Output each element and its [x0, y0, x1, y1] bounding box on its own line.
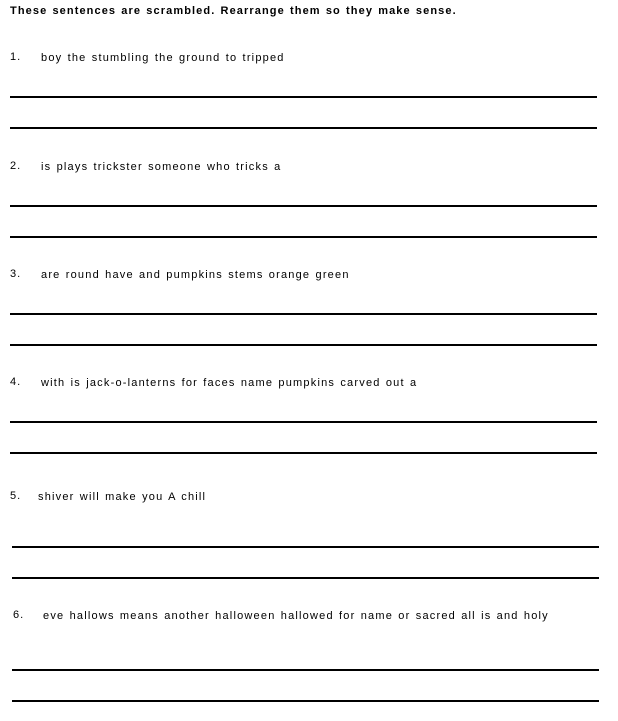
answer-line[interactable]	[10, 96, 597, 98]
scrambled-sentence: are round have and pumpkins stems orange green	[41, 269, 350, 281]
item-number: 6.	[13, 609, 25, 621]
answer-line[interactable]	[12, 700, 599, 702]
scrambled-sentence: boy the stumbling the ground to tripped	[41, 52, 285, 64]
answer-line[interactable]	[10, 452, 597, 454]
scrambled-sentence: shiver will make you A chill	[38, 491, 207, 503]
answer-line[interactable]	[10, 313, 597, 315]
answer-line[interactable]	[12, 577, 599, 579]
item-number: 3.	[10, 268, 22, 280]
item-number: 2.	[10, 160, 22, 172]
scrambled-sentence: eve hallows means another halloween hallowed for name or sacred all is and holy	[43, 610, 549, 622]
item-number: 5.	[10, 490, 22, 502]
answer-line[interactable]	[10, 421, 597, 423]
instructions-heading: These sentences are scrambled. Rearrange them so they make sense.	[10, 5, 457, 17]
scrambled-sentence: is plays trickster someone who tricks a	[41, 161, 282, 173]
answer-line[interactable]	[12, 669, 599, 671]
answer-line[interactable]	[10, 127, 597, 129]
item-number: 1.	[10, 51, 22, 63]
answer-line[interactable]	[10, 205, 597, 207]
item-number: 4.	[10, 376, 22, 388]
answer-line[interactable]	[10, 344, 597, 346]
answer-line[interactable]	[12, 546, 599, 548]
answer-line[interactable]	[10, 236, 597, 238]
scrambled-sentence: with is jack-o-lanterns for faces name pumpkins carved out a	[41, 377, 418, 389]
